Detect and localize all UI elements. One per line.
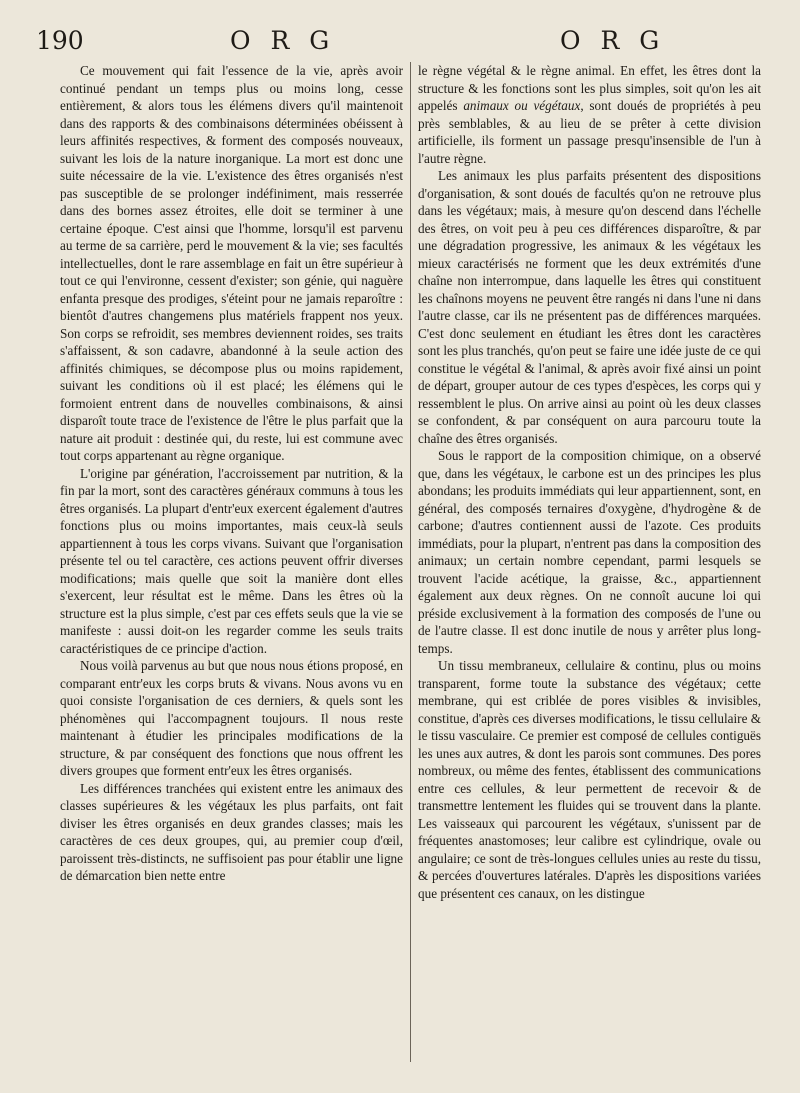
paragraph: Sous le rapport de la composition chimique, on a observé que, dans les végétaux, le carbone est un des principes les plus abondans; les produits immédiats qui leur appartiennent, sont, en général, des composés ternaires d'oxygène, d'hydrogène & de carbone; d'autres contiennent aussi de l'azote. Ces produits immédiats, pour la plupart, n'entrent pas dans la composition des animaux; un certain nombre cependant, parmi lesquels se trouvent l'acide acétique, la graisse, &c., appartiennent également aux deux règnes. On ne connoît aucune loi qui préside exclusivement à la formation des composés de l'une ou de l'autre classe. Il est donc inutile de nous y arrêter plus long-temps. bbox=[418, 448, 761, 656]
paragraph: Les différences tranchées qui existent entre les animaux des classes supérieures & les végétaux les plus parfaits, ont fait diviser les êtres organisés en deux grandes classes; mais les caractères de ces deux groupes, qui, au premier coup d'œil, paroissent très-distincts, ne suffisoient pas pour établir une ligne de démarcation bien nette entre bbox=[60, 780, 403, 883]
paragraph: Un tissu membraneux, cellulaire & continu, plus ou moins transparent, forme toute la substance des végétaux; cette membrane, qui est criblée de pores visibles & invisibles, constitue, d'après ces diverses modifications, le tissu cellulaire & le tissu vasculaire. Ce premier est composé de cellules contiguës les unes aux autres, & dont les parois sont communes. Des pores nombreux, ou même des fentes, établissent des communications entre ces cellules, & leur permettent de recevoir & de transmettre lentement les fluides qui se trouvent dans la plante. Les vaisseaux qui parcourent les végétaux, s'unissent par de fréquentes anastomoses; leur calibre est cylindrique, ovale ou angulaire; ce sont de très-longues cellules unies au reste du tissu, & percées d'ouvertures latérales. D'après les dispositions variées que présentent ces canaux, on les distingue bbox=[418, 658, 761, 901]
paragraph: L'origine par génération, l'accroissement par nutrition, & la fin par la mort, sont des caractères généraux communs à tous les êtres organisés. La plupart d'entr'eux exercent également d'autres fonctions plus ou moins importantes, mais ceux-là seuls appartiennent à tous les corps vivans. Suivant que l'organisation présente tel ou tel caractère, ces actions peuvent offrir diverses modifications; mais quelle que soit la manière dont elles s'exercent, leur résultat est le même. Dans les êtres où la structure est la plus simple, c'est par ces effets seuls que la vie se manifeste : aussi doit-on les regarder comme les seuls traits caractéristiques de ce principe d'action. bbox=[60, 465, 403, 656]
paragraph: Les animaux les plus parfaits présentent des dispositions d'organisation, & sont doués de facultés qu'on ne retrouve plus dans les végétaux; mais, à mesure qu'on descend dans l'échelle des êtres, on voit peu à peu ces différences disparoître, & par une dégradation progressive, les animaux & les végétaux les mieux caractérisés ne forment que les deux extrémités d'une chaîne non interrompue, dans laquelle les êtres qui constituent les chaînons moyens ne peuvent être rangés ni dans l'une ni dans l'autre classe, car ils ne présentent pas de différences marquées. C'est donc seulement en étudiant les êtres dont les caractères sont les plus tranchés, qu'on peut se faire une idée juste de ce qui constitue le végétal & l'animal, & après avoir fixé ainsi un point de départ, grouper autour de ces types d'espèces, les corps qui y ressemblent le plus. On arrive ainsi au point où les deux classes se confondent, & par conséquent on aura parcouru toute la chaîne des êtres organisés. bbox=[418, 168, 761, 446]
italic-term: animaux ou végétaux bbox=[463, 98, 581, 113]
text-run: le règne végétal & le règne animal. En effet, les êtres dont la structure & les fonctions sont les plus simples, soit qu'on les ait appelés bbox=[418, 63, 761, 113]
paragraph: Nous voilà parvenus au but que nous nous étions proposé, en comparant entr'eux les corps bruts & vivans. Nous avons vu en quoi consiste l'organisation de ces derniers, & quels sont les phénomènes qui l'accompagnent toujours. Il nous reste maintenant à étudier les principales modifications de la structure, & par conséquent des fonctions que nous offrent les divers groupes que forment entr'eux les êtres organisés. bbox=[60, 658, 403, 778]
running-head-right: O R G bbox=[560, 26, 666, 55]
paragraph: Ce mouvement qui fait l'essence de la vie, après avoir continué pendant un temps plus ou moins long, cesse entièrement, & alors tous les élémens divers qu'il maintenoit dans des rapports & des combinaisons déterminées obéissent à leurs affinités respectives, & forment des composés nouveaux, suivant les lois de la nature inorganique. La mort est donc une suite nécessaire de la vie. L'existence des êtres organisés n'est pas susceptible de se prolonger indéfiniment, mais resserrée dans des bornes assez étroites, elle doit se terminer à une certaine époque. C'est ainsi que l'homme, lorsqu'il est parvenu au terme de sa carrière, perd le mouvement & la vie; ses facultés intellectuelles, dont le rare assemblage en fait un être supérieur à tout ce qui l'environne, cessent d'exister; son génie, qui naguère enfanta presque des prodiges, s'éteint pour ne jamais reparoître : bientôt d'autres changemens plus matériels frappent nos yeux. Son corps se refroidit, ses membres deviennent roides, ses traits s'affaissent, & son cadavre, abandonné à la seule action des affinités chimiques, se décompose plus ou moins rapidement, suivant les conditions où il est placé; les élémens qui le formoient entrent dans de nouvelles combinaisons, & ainsi disparoît toute trace de l'existence de l'être le plus parfait que la nature ait produit : destinée qui, du reste, lui est commune avec tout corps appartenant au règne organique. bbox=[60, 63, 403, 463]
paragraph bbox=[418, 62, 761, 167]
column-divider bbox=[410, 62, 411, 1062]
running-head-left: O R G bbox=[230, 26, 336, 55]
page-header bbox=[34, 22, 766, 56]
page-number: 190 bbox=[36, 26, 84, 55]
right-column bbox=[418, 62, 761, 1070]
text-run: , sont doués de propriétés à peu près semblables, & au lieu de se prêter à cette division artificielle, ils forment un passage presqu'insensible de l'un à l'autre règne. bbox=[418, 98, 761, 166]
left-column bbox=[60, 62, 403, 1070]
